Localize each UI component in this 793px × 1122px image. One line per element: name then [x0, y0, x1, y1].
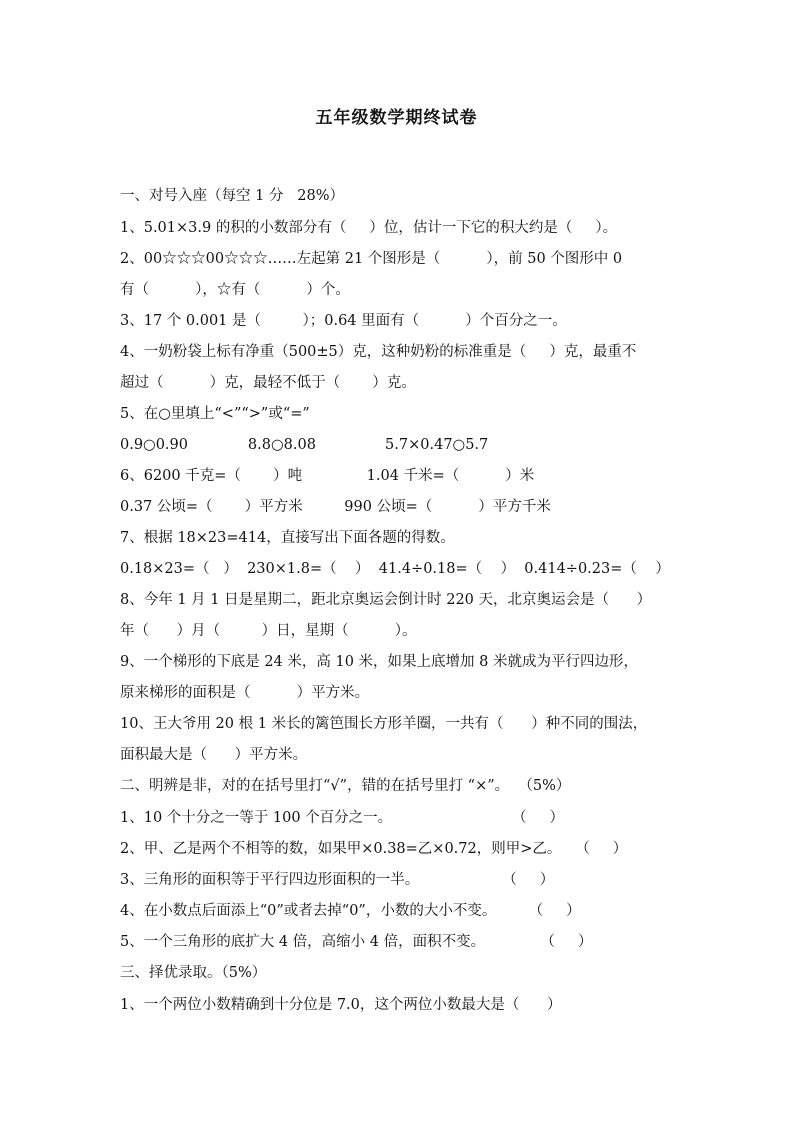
question-line: 9、一个梯形的下底是 24 米，高 10 米，如果上底增加 8 米就成为平行四边形， [120, 654, 639, 670]
question-line: 1、一个两位小数精确到十分位是 7.0，这个两位小数最大是（ ） [120, 997, 562, 1013]
question-line: 4、一奶粉袋上标有净重（500±5）克，这种奶粉的标准重是（ ）克，最重不 [120, 344, 637, 360]
question-line: 1、5.01×3.9 的积的小数部分有（ ）位，估计一下它的积大约是（ ）。 [120, 220, 618, 236]
question-line: 2、甲、乙是两个不相等的数，如果甲×0.38=乙×0.72，则甲>乙。 （ ） [120, 841, 628, 857]
question-line: 超过（ ）克，最轻不低于（ ）克。 [120, 375, 416, 391]
question-line: 2、00☆☆☆00☆☆☆……左起第 21 个图形是（ ），前 50 个图形中 0 [120, 251, 623, 267]
question-line: 3、17 个 0.001 是（ ）；0.64 里面有（ ）个百分之一。 [120, 313, 567, 329]
question-line: 0.37 公顷=（ ）平方米 990 公顷=（ ）平方千米 [120, 499, 551, 515]
page-title: 五年级数学期终试卷 [315, 108, 478, 128]
question-line: 原来梯形的面积是（ ）平方米。 [120, 685, 370, 701]
question-line: 5、在○里填上“<”“>”或“=” [120, 406, 310, 422]
question-line: 7、根据 18×23=414，直接写出下面各题的得数。 [120, 530, 455, 546]
question-line: 10、王大爷用 20 根 1 米长的篱笆围长方形羊圈，一共有（ ）种不同的围法， [120, 716, 648, 732]
question-line: 6、6200 千克=（ ）吨 1.04 千米=（ ）米 [120, 468, 535, 484]
section-heading-2: 二、明辨是非，对的在括号里打“√”，错的在括号里打 “×”。 （5%） [120, 778, 571, 794]
question-line: 5、一个三角形的底扩大 4 倍，高缩小 4 倍，面积不变。 （ ） [120, 934, 593, 950]
question-line: 面积最大是（ ）平方米。 [120, 747, 308, 763]
question-line: 年（ ）月（ ）日，星期（ ）。 [120, 623, 417, 639]
question-line: 4、在小数点后面添上“0”或者去掉“0”，小数的大小不变。 （ ） [120, 903, 581, 919]
question-line: 8、今年 1 月 1 日是星期二，距北京奥运会倒计时 220 天，北京奥运会是（ ） [120, 592, 652, 608]
section-heading-3: 三、择优录取。（5%） [120, 965, 267, 981]
question-line: 3、三角形的面积等于平行四边形面积的一半。 （ ） [120, 872, 555, 888]
question-line: 0.18×23=（ ） 230×1.8=（ ） 41.4÷0.18=（ ） 0.414÷0.23=（ ） [120, 561, 670, 577]
question-line: 1、10 个十分之一等于 100 个百分之一。 （ ） [120, 810, 565, 826]
section-heading-1: 一、对号入座（每空 1 分 28%） [120, 188, 344, 204]
question-line: 有（ ），☆有（ ）个。 [120, 282, 350, 298]
question-line: 0.9○0.90 8.8○8.08 5.7×0.47○5.7 [120, 437, 489, 453]
